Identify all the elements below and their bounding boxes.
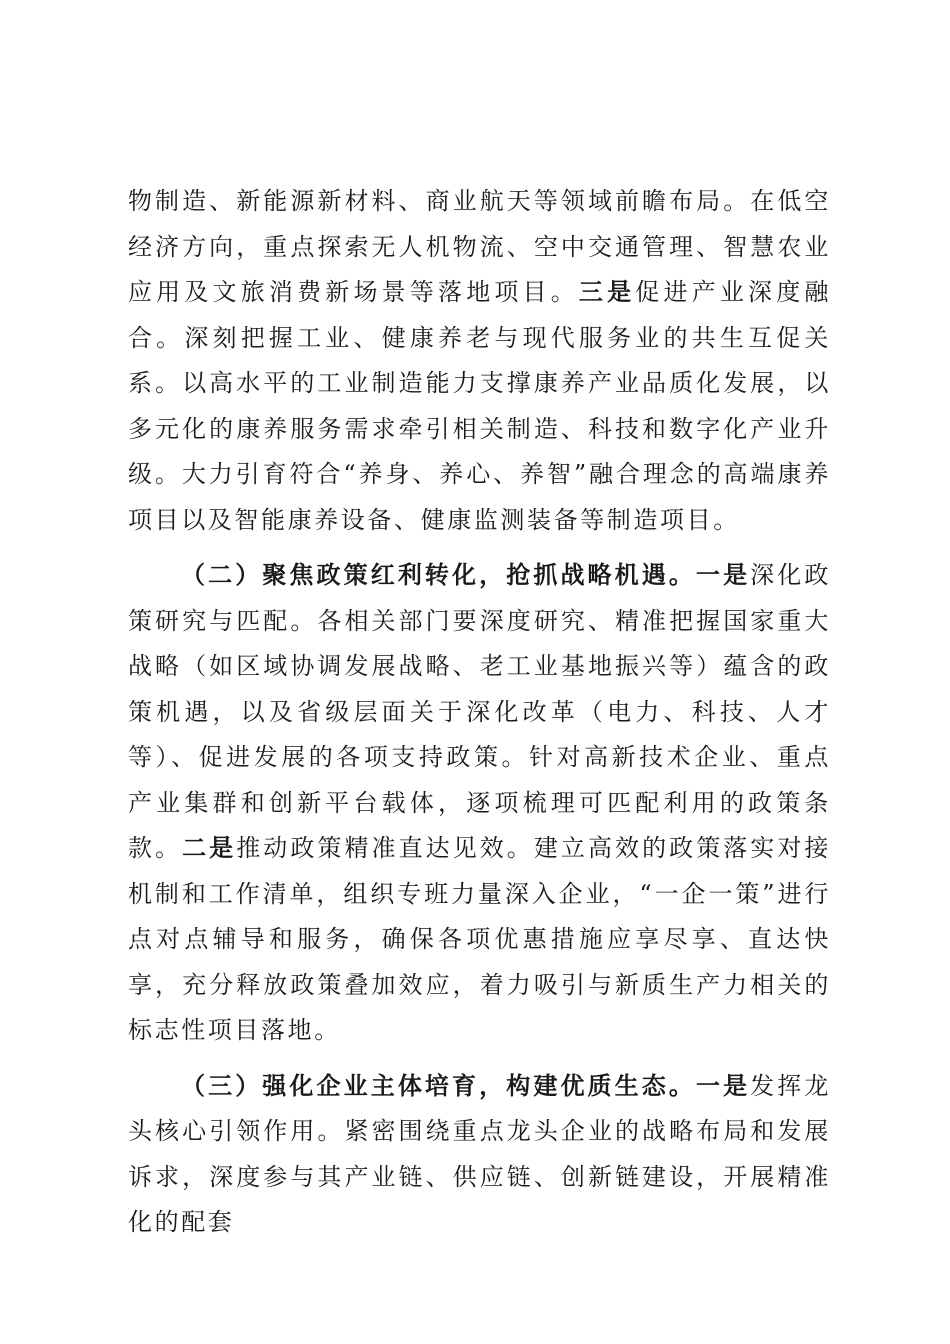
- paragraph-3: [128, 1064, 831, 1246]
- text-run: 推动政策精准直达见效。建立高效的政策落实对接机制和工作清单，组织专班力量深入企业，“一企一策”进行点对点辅导和服务，确保各项优惠措施应享尽享、直达快享，充分释放政策叠加效应，着力吸引与新质生产力相关的标志性项目落地。: [128, 834, 832, 1044]
- text-run: 物制造、新能源新材料、商业航天等领域前瞻布局。在低空经济方向，重点探索无人机物流、空中交通管理、智慧农业应用及文旅消费新场景等落地项目。: [128, 187, 831, 306]
- section-heading-run: （三）强化企业主体培育，构建优质生态。一是: [181, 1071, 751, 1100]
- document-body: [128, 179, 831, 1246]
- text-run: 深化政策研究与匹配。各相关部门要深度研究、精准把握国家重大战略（如区域协调发展战略、老工业基地振兴等）蕴含的政策机遇，以及省级层面关于深化改革（电力、科技、人才等）、促进发展的各项支持政策。针对高新技术企业、重点产业集群和创新平台载体，逐项梳理可匹配利用的政策条款。: [128, 561, 831, 862]
- paragraph-1: [128, 179, 831, 543]
- bold-text-run: 三是: [578, 278, 636, 306]
- paragraph-2: [128, 553, 831, 1054]
- text-run: 促进产业深度融合。深刻把握工业、健康养老与现代服务业的共生互促关系。以高水平的工业制造能力支撑康养产业品质化发展，以多元化的康养服务需求牵引相关制造、科技和数字化产业升级。大力引育符合“养身、养心、养智”融合理念的高端康养项目以及智能康养设备、健康监测装备等制造项目。: [128, 278, 831, 534]
- bold-text-run: 二是: [182, 834, 237, 862]
- text-run: 发挥龙头核心引领作用。紧密围绕重点龙头企业的战略布局和发展诉求，深度参与其产业链、供应链、创新链建设，开展精准化的配套: [128, 1071, 831, 1236]
- section-heading-run: （二）聚焦政策红利转化，抢抓战略机遇。一是: [181, 561, 751, 589]
